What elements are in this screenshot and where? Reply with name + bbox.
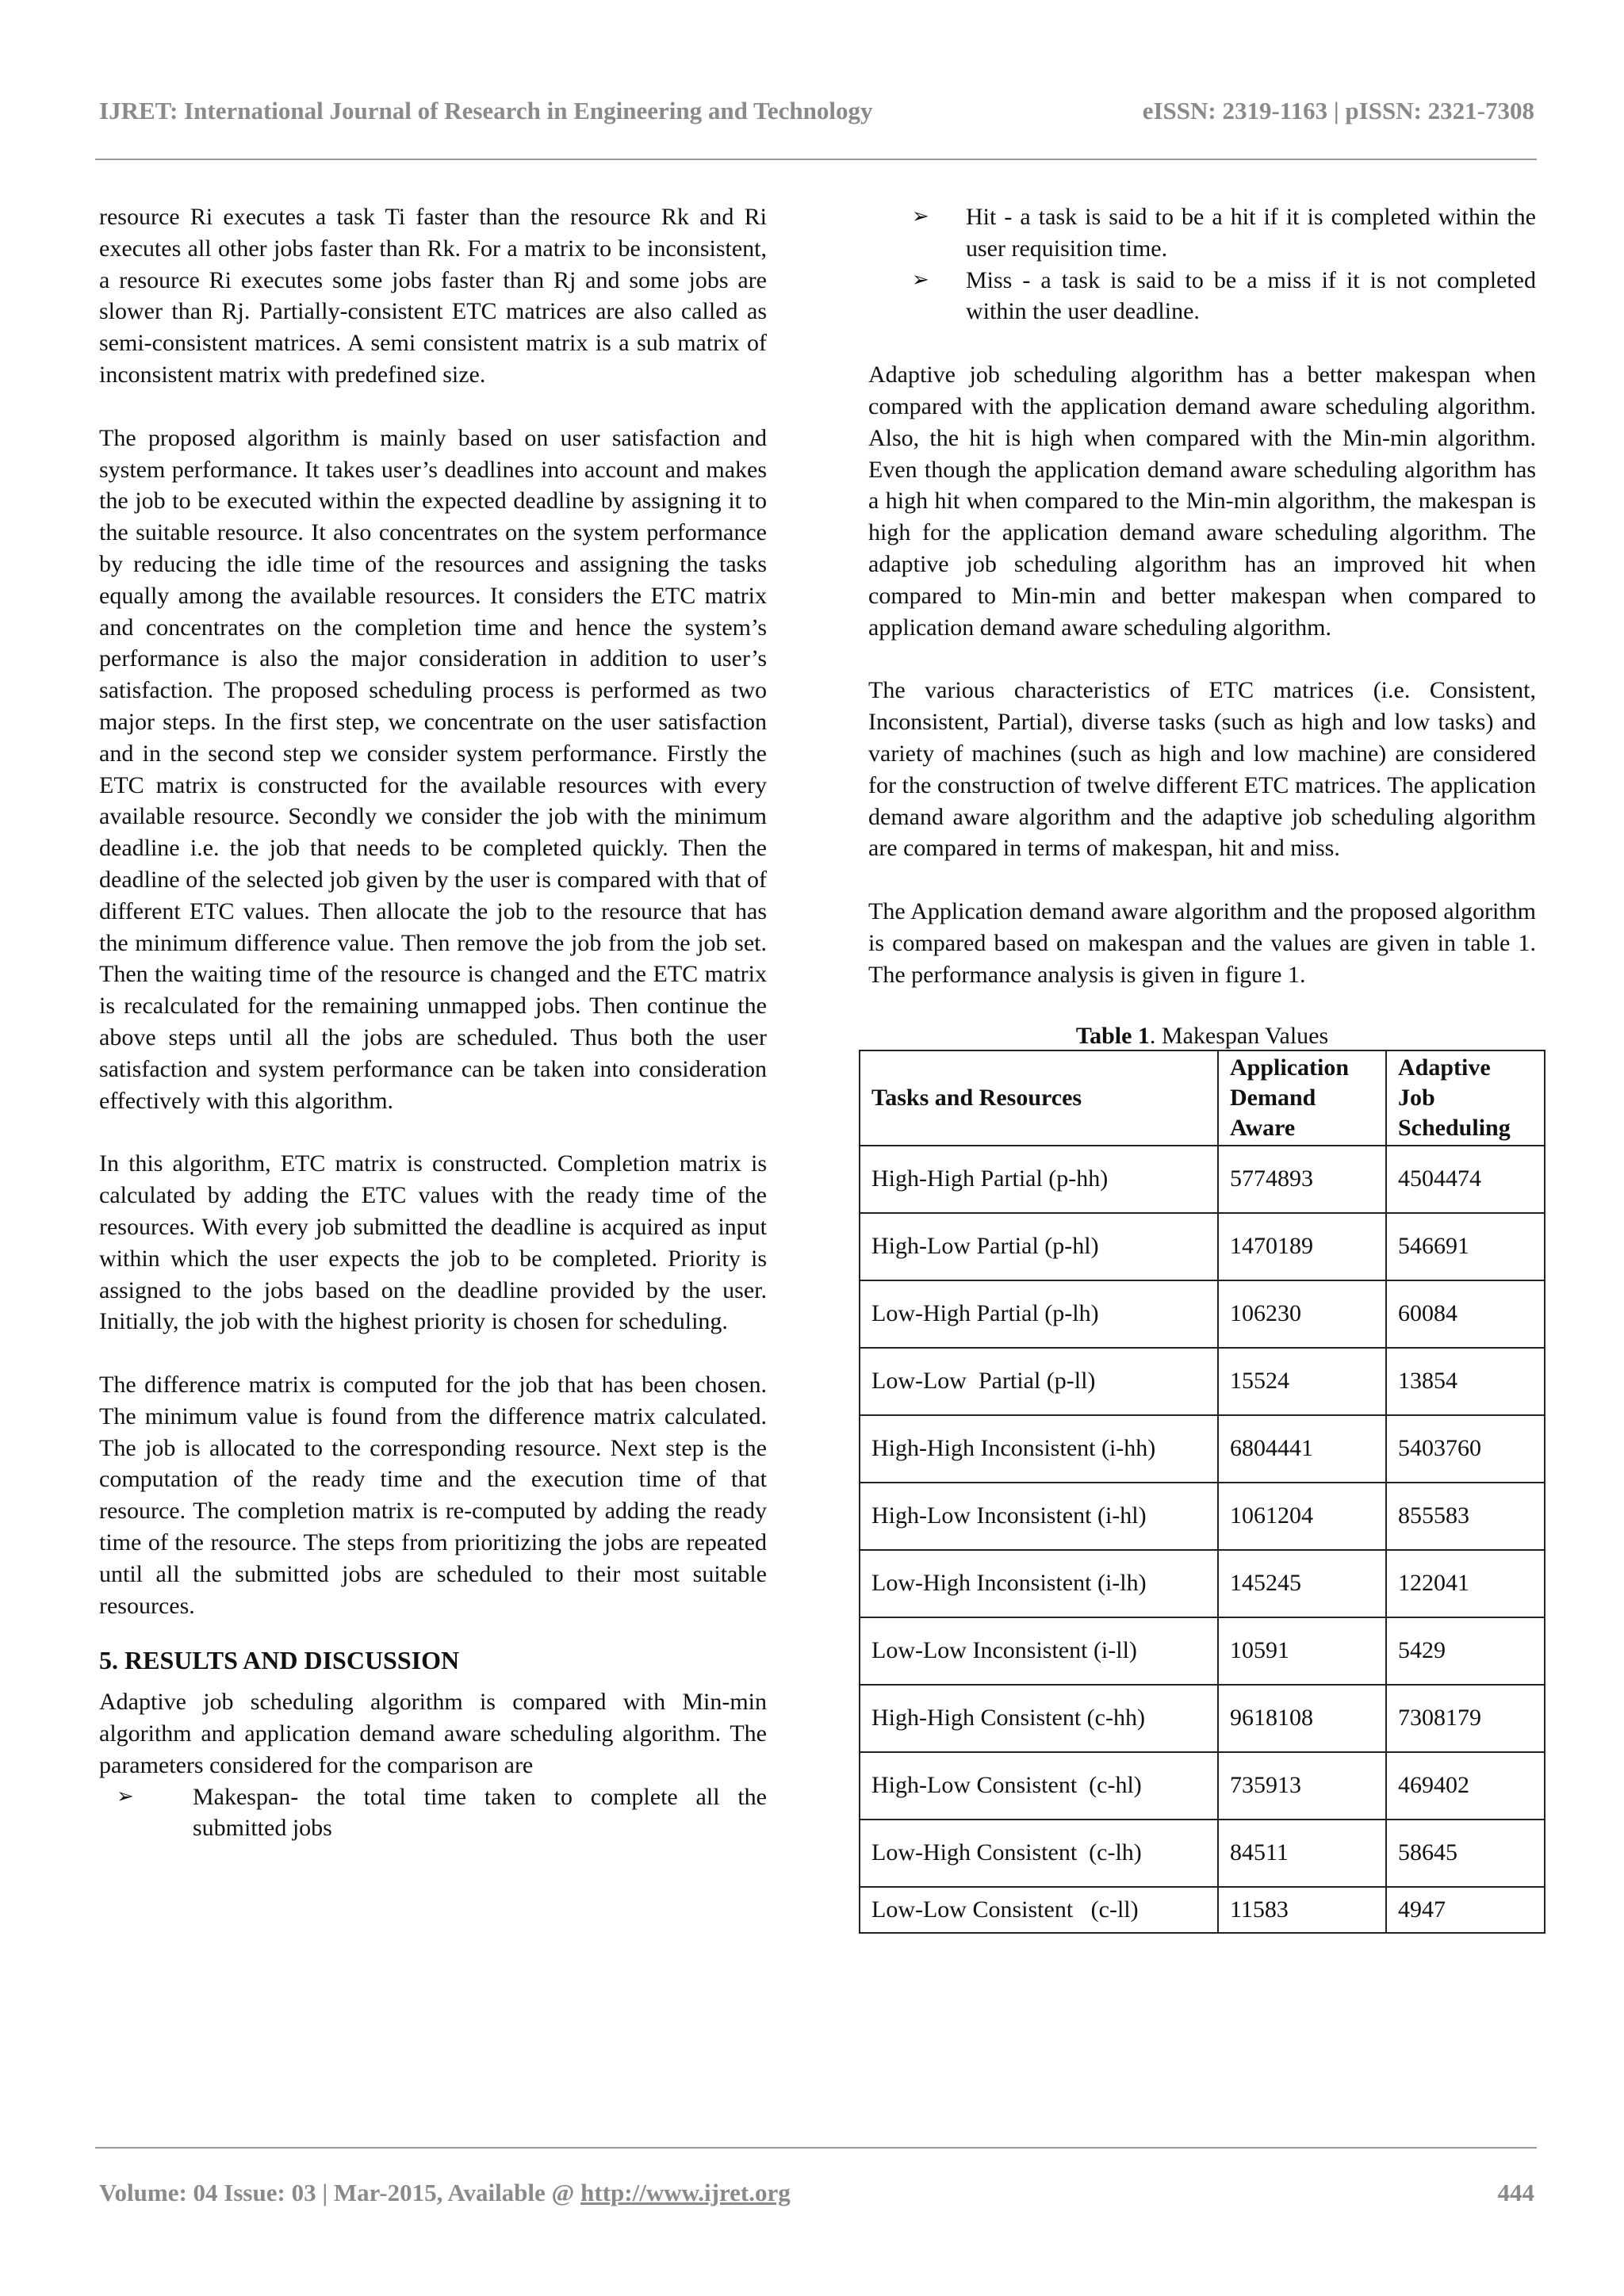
cell-adaptive-job-scheduling: 13854 <box>1386 1348 1545 1415</box>
cell-application-demand-aware: 1061204 <box>1218 1483 1386 1550</box>
list-item <box>868 201 1536 265</box>
table-row <box>860 1887 1545 1933</box>
table-row <box>860 1752 1545 1820</box>
table-caption-label: Table 1 <box>1075 1022 1150 1049</box>
table-row <box>860 1348 1545 1415</box>
arrow-bullet-icon: ➢ <box>912 205 929 228</box>
table-header-row <box>860 1050 1545 1146</box>
table-row <box>860 1213 1545 1280</box>
cell-adaptive-job-scheduling: 122041 <box>1386 1550 1545 1617</box>
volume-info: Volume: 04 Issue: 03 | Mar-2015, Available @ http://www.ijret.org <box>99 2179 791 2206</box>
cell-task: Low-High Partial (p-lh) <box>860 1280 1218 1348</box>
cell-adaptive-job-scheduling: 58645 <box>1386 1820 1545 1887</box>
arrow-bullet-icon: ➢ <box>117 1784 134 1808</box>
table-caption <box>868 1023 1536 1050</box>
paragraph: In this algorithm, ETC matrix is constructed. Completion matrix is calculated by adding the ETC values with the ready time of the resources. With every job submitted the deadline is acquired as input within which the user expects the job to be completed. Priority is assigned to the jobs based on the deadline provided by the user. Initially, the job with the highest priority is chosen for scheduling. <box>99 1150 767 1335</box>
cell-adaptive-job-scheduling: 855583 <box>1386 1483 1545 1550</box>
cell-adaptive-job-scheduling: 469402 <box>1386 1752 1545 1820</box>
cell-task: High-Low Inconsistent (i-hl) <box>860 1483 1218 1550</box>
paragraph: The difference matrix is computed for the job that has been chosen. The minimum value is found from the difference matrix calculated. The job is allocated to the corresponding resource. Next step is the computation of the ready time and the execution time of that resource. The completion matrix is re-computed by adding the ready time of the resource. The steps from prioritizing the jobs are repeated until all the submitted jobs are scheduled to their most suitable resources. <box>99 1372 767 1619</box>
cell-adaptive-job-scheduling: 546691 <box>1386 1213 1545 1280</box>
list-item-text: Makespan- the total time taken to complete all the submitted jobs <box>193 1783 767 1842</box>
running-header <box>99 97 1534 125</box>
cell-adaptive-job-scheduling: 5429 <box>1386 1617 1545 1685</box>
cell-adaptive-job-scheduling: 7308179 <box>1386 1685 1545 1752</box>
cell-task: High-High Inconsistent (i-hh) <box>860 1415 1218 1483</box>
cell-application-demand-aware: 145245 <box>1218 1550 1386 1617</box>
section-heading: 5. RESULTS AND DISCUSSION <box>99 1646 460 1675</box>
makespan-table <box>859 1050 1545 1934</box>
issn-info: eISSN: 2319-1163 | pISSN: 2321-7308 <box>1142 97 1534 124</box>
cell-application-demand-aware: 10591 <box>1218 1617 1386 1685</box>
column-header-adaptive-job-scheduling: Adaptive Job Scheduling <box>1386 1050 1545 1146</box>
cell-application-demand-aware: 1470189 <box>1218 1213 1386 1280</box>
table-row <box>860 1415 1545 1483</box>
cell-application-demand-aware: 106230 <box>1218 1280 1386 1348</box>
footer-rule <box>95 2147 1537 2149</box>
cell-task: High-High Partial (p-hh) <box>860 1146 1218 1213</box>
cell-task: Low-Low Inconsistent (i-ll) <box>860 1617 1218 1685</box>
cell-application-demand-aware: 15524 <box>1218 1348 1386 1415</box>
table-caption-text: . Makespan Values <box>1149 1022 1329 1049</box>
cell-task: Low-Low Consistent (c-ll) <box>860 1887 1218 1933</box>
cell-task: High-Low Partial (p-hl) <box>860 1213 1218 1280</box>
list-item-text: Hit - a task is said to be a hit if it is completed within the user requisition time. <box>966 204 1536 262</box>
cell-adaptive-job-scheduling: 4947 <box>1386 1887 1545 1933</box>
cell-task: High-High Consistent (c-hh) <box>860 1685 1218 1752</box>
table-row <box>860 1550 1545 1617</box>
left-column <box>99 201 767 1844</box>
journal-link[interactable]: http://www.ijret.org <box>580 2179 791 2206</box>
running-footer <box>99 2179 1534 2207</box>
cell-application-demand-aware: 735913 <box>1218 1752 1386 1820</box>
paragraph: The proposed algorithm is mainly based on user satisfaction and system performance. It takes user’s deadlines into account and makes the job to be executed within the expected deadline by assigning it to the suitable resource. It also concentrates on the system performance by reducing the idle time of the resources and assigning the tasks equally among the available resources. It considers the ETC matrix and concentrates on the completion time and hence the system’s performance is also the major consideration in addition to user’s satisfaction. The proposed scheduling process is performed as two major steps. In the first step, we concentrate on the user satisfaction and in the second step we consider system performance. Firstly the ETC matrix is constructed for the available resources with every available resource. Secondly we consider the job with the minimum deadline i.e. the job that needs to be completed quickly. Then the deadline of the selected job given by the user is compared with that of different ETC values. Then allocate the job to the resource that has the minimum difference value. Then remove the job from the job set. Then the waiting time of the resource is changed and the ETC matrix is recalculated for the remaining unmapped jobs. Then continue the above steps until all the jobs are scheduled. Thus both the user satisfaction and system performance can be taken into consideration effectively with this algorithm. <box>99 424 767 1114</box>
cell-task: Low-Low Partial (p-ll) <box>860 1348 1218 1415</box>
table-row <box>860 1280 1545 1348</box>
table-row <box>860 1685 1545 1752</box>
cell-application-demand-aware: 9618108 <box>1218 1685 1386 1752</box>
paragraph: The various characteristics of ETC matrices (i.e. Consistent, Inconsistent, Partial), diverse tasks (such as high and low tasks) and variety of machines (such as high and low machine) are considered for the construction of twelve different ETC matrices. The application demand aware algorithm and the adaptive job scheduling algorithm are compared in terms of makespan, hit and miss. <box>868 677 1536 862</box>
table-row <box>860 1146 1545 1213</box>
cell-application-demand-aware: 6804441 <box>1218 1415 1386 1483</box>
cell-task: High-Low Consistent (c-hl) <box>860 1752 1218 1820</box>
cell-adaptive-job-scheduling: 5403760 <box>1386 1415 1545 1483</box>
list-item <box>868 265 1536 328</box>
bullet-list <box>868 201 1536 327</box>
cell-application-demand-aware: 84511 <box>1218 1820 1386 1887</box>
cell-application-demand-aware: 11583 <box>1218 1887 1386 1933</box>
list-item <box>99 1781 767 1845</box>
paragraph: Adaptive job scheduling algorithm has a better makespan when compared with the application demand aware scheduling algorithm. Also, the hit is high when compared with the Min-min algorithm. Even though the application demand aware scheduling algorithm has a high hit when compared to the Min-min algorithm, the makespan is high for the application demand aware scheduling algorithm. The adaptive job scheduling algorithm has an improved hit when compared to Min-min and better makespan when compared to application demand aware scheduling algorithm. <box>868 362 1536 641</box>
right-column <box>868 201 1536 1934</box>
list-item-text: Miss - a task is said to be a miss if it is not completed within the user deadline. <box>966 266 1536 325</box>
header-rule <box>95 159 1537 160</box>
arrow-bullet-icon: ➢ <box>912 267 929 292</box>
bullet-list <box>99 1781 767 1845</box>
column-header-tasks: Tasks and Resources <box>860 1050 1218 1146</box>
cell-task: Low-High Inconsistent (i-lh) <box>860 1550 1218 1617</box>
cell-adaptive-job-scheduling: 60084 <box>1386 1280 1545 1348</box>
page-number: 444 <box>1497 2179 1534 2206</box>
paragraph: Adaptive job scheduling algorithm is compared with Min-min algorithm and application demand aware scheduling algorithm. The parameters considered for the comparison are <box>99 1689 767 1778</box>
cell-task: Low-High Consistent (c-lh) <box>860 1820 1218 1887</box>
paragraph: resource Ri executes a task Ti faster than the resource Rk and Ri executes all other jobs faster than Rk. For a matrix to be inconsistent, a resource Ri executes some jobs faster than Rj and some jobs are slower than Rj. Partially-consistent ETC matrices are also called as semi-consistent matrices. A semi consistent matrix is a sub matrix of inconsistent matrix with predefined size. <box>99 204 767 388</box>
cell-application-demand-aware: 5774893 <box>1218 1146 1386 1213</box>
journal-title: IJRET: International Journal of Research in Engineering and Technology <box>99 97 873 124</box>
table-row <box>860 1483 1545 1550</box>
table-row <box>860 1617 1545 1685</box>
cell-adaptive-job-scheduling: 4504474 <box>1386 1146 1545 1213</box>
column-header-application-demand-aware: Application Demand Aware <box>1218 1050 1386 1146</box>
paragraph: The Application demand aware algorithm and the proposed algorithm is compared based on makespan and the values are given in table 1. The performance analysis is given in figure 1. <box>868 898 1536 988</box>
table-row <box>860 1820 1545 1887</box>
